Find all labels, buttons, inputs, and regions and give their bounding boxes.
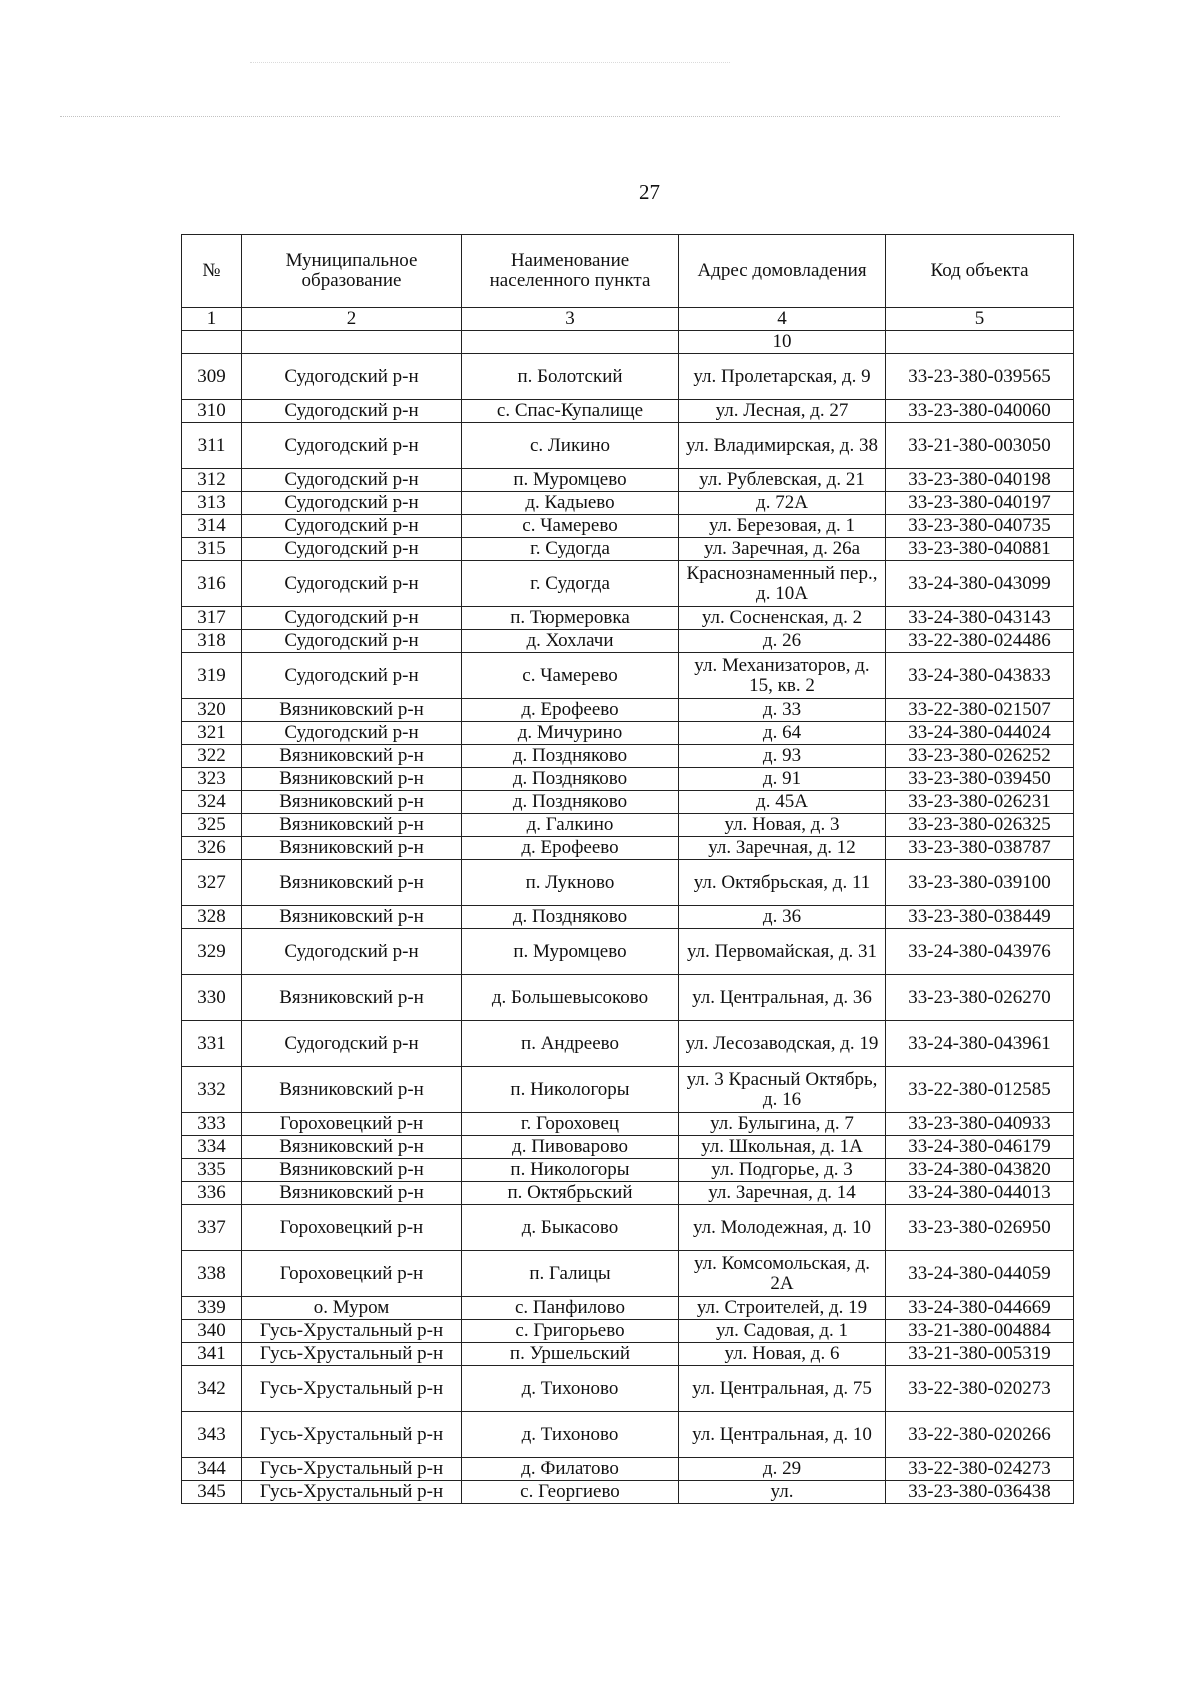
row-number: 338 bbox=[182, 1251, 242, 1297]
settlement-cell: д. Хохлачи bbox=[462, 630, 679, 653]
row-number: 325 bbox=[182, 814, 242, 837]
object-code-cell: 33-23-380-040881 bbox=[886, 538, 1074, 561]
address-cell: ул. Заречная, д. 12 bbox=[679, 837, 886, 860]
municipality-cell: Судогодский р-н bbox=[242, 607, 462, 630]
row-number: 334 bbox=[182, 1136, 242, 1159]
row-number: 313 bbox=[182, 492, 242, 515]
table-row bbox=[182, 745, 1074, 768]
table-row bbox=[182, 1182, 1074, 1205]
table-row bbox=[182, 1159, 1074, 1182]
settlement-cell: д. Тихоново bbox=[462, 1366, 679, 1412]
municipality-cell: о. Муром bbox=[242, 1297, 462, 1320]
object-code-cell: 33-24-380-046179 bbox=[886, 1136, 1074, 1159]
row-number: 335 bbox=[182, 1159, 242, 1182]
table-row bbox=[182, 1412, 1074, 1458]
settlement-cell: с. Георгиево bbox=[462, 1481, 679, 1504]
address-cell: ул. Механизаторов, д. 15, кв. 2 bbox=[679, 653, 886, 699]
table-row bbox=[182, 1458, 1074, 1481]
object-code-cell: 33-24-380-044669 bbox=[886, 1297, 1074, 1320]
settlement-cell: с. Ликино bbox=[462, 423, 679, 469]
settlement-cell: д. Поздняково bbox=[462, 791, 679, 814]
table-row bbox=[182, 1113, 1074, 1136]
header-number: № bbox=[182, 235, 242, 308]
address-cell: д. 93 bbox=[679, 745, 886, 768]
settlement-cell: д. Поздняково bbox=[462, 906, 679, 929]
table-header-row bbox=[182, 235, 1074, 308]
table-row bbox=[182, 515, 1074, 538]
row-number: 345 bbox=[182, 1481, 242, 1504]
row-number: 328 bbox=[182, 906, 242, 929]
table-row bbox=[182, 1021, 1074, 1067]
row-number: 340 bbox=[182, 1320, 242, 1343]
object-code-cell: 33-23-380-040933 bbox=[886, 1113, 1074, 1136]
row-number: 344 bbox=[182, 1458, 242, 1481]
municipality-cell: Судогодский р-н bbox=[242, 492, 462, 515]
address-cell: д. 45А bbox=[679, 791, 886, 814]
object-code-cell: 33-22-380-020266 bbox=[886, 1412, 1074, 1458]
address-cell: д. 29 bbox=[679, 1458, 886, 1481]
municipality-cell: Вязниковский р-н bbox=[242, 906, 462, 929]
municipality-cell: Вязниковский р-н bbox=[242, 1159, 462, 1182]
table-row bbox=[182, 561, 1074, 607]
row-number: 329 bbox=[182, 929, 242, 975]
row-number: 314 bbox=[182, 515, 242, 538]
row-number: 309 bbox=[182, 354, 242, 400]
settlement-cell: п. Уршельский bbox=[462, 1343, 679, 1366]
settlement-cell: д. Галкино bbox=[462, 814, 679, 837]
municipality-cell: Гороховецкий р-н bbox=[242, 1251, 462, 1297]
object-code-cell: 33-24-380-043143 bbox=[886, 607, 1074, 630]
municipality-cell: Вязниковский р-н bbox=[242, 745, 462, 768]
object-code-cell: 33-22-380-024486 bbox=[886, 630, 1074, 653]
settlement-cell: п. Муромцево bbox=[462, 929, 679, 975]
object-code-cell: 33-24-380-044024 bbox=[886, 722, 1074, 745]
address-cell: ул. Центральная, д. 10 bbox=[679, 1412, 886, 1458]
row-number: 342 bbox=[182, 1366, 242, 1412]
municipality-cell: Вязниковский р-н bbox=[242, 699, 462, 722]
table-row bbox=[182, 837, 1074, 860]
municipality-cell: Вязниковский р-н bbox=[242, 1067, 462, 1113]
municipality-cell: Судогодский р-н bbox=[242, 354, 462, 400]
address-cell: ул. Заречная, д. 26а bbox=[679, 538, 886, 561]
table-row bbox=[182, 630, 1074, 653]
address-cell: Краснознаменный пер., д. 10А bbox=[679, 561, 886, 607]
settlement-cell: п. Никологоры bbox=[462, 1067, 679, 1113]
settlement-cell: г. Судогда bbox=[462, 538, 679, 561]
municipality-cell: Судогодский р-н bbox=[242, 929, 462, 975]
object-code-cell: 33-24-380-044059 bbox=[886, 1251, 1074, 1297]
row-number: 310 bbox=[182, 400, 242, 423]
table-row bbox=[182, 469, 1074, 492]
settlement-cell: п. Болотский bbox=[462, 354, 679, 400]
address-cell: д. 72А bbox=[679, 492, 886, 515]
address-cell: д. 33 bbox=[679, 699, 886, 722]
row-number: 333 bbox=[182, 1113, 242, 1136]
table-row bbox=[182, 400, 1074, 423]
row-number: 326 bbox=[182, 837, 242, 860]
scan-artifact-line bbox=[60, 116, 1060, 119]
object-code-cell: 33-23-380-040197 bbox=[886, 492, 1074, 515]
settlement-cell: г. Гороховец bbox=[462, 1113, 679, 1136]
municipality-cell: Вязниковский р-н bbox=[242, 791, 462, 814]
settlement-cell: п. Лукново bbox=[462, 860, 679, 906]
table-row bbox=[182, 607, 1074, 630]
object-code-cell: 33-23-380-040198 bbox=[886, 469, 1074, 492]
row-number: 341 bbox=[182, 1343, 242, 1366]
object-code-cell: 33-24-380-043961 bbox=[886, 1021, 1074, 1067]
settlement-cell: д. Тихоново bbox=[462, 1412, 679, 1458]
row-number: 311 bbox=[182, 423, 242, 469]
settlement-cell: д. Поздняково bbox=[462, 745, 679, 768]
row-number: 320 bbox=[182, 699, 242, 722]
address-cell: ул. Первомайская, д. 31 bbox=[679, 929, 886, 975]
row-number: 322 bbox=[182, 745, 242, 768]
municipality-cell: Судогодский р-н bbox=[242, 538, 462, 561]
address-cell: ул. Школьная, д. 1А bbox=[679, 1136, 886, 1159]
group-empty-cell bbox=[886, 331, 1074, 354]
address-cell: ул. Владимирская, д. 38 bbox=[679, 423, 886, 469]
object-code-cell: 33-23-380-038449 bbox=[886, 906, 1074, 929]
settlement-cell: с. Спас-Купалище bbox=[462, 400, 679, 423]
municipality-cell: Гусь-Хрустальный р-н bbox=[242, 1366, 462, 1412]
object-code-cell: 33-23-380-026950 bbox=[886, 1205, 1074, 1251]
settlement-cell: п. Октябрьский bbox=[462, 1182, 679, 1205]
table-row bbox=[182, 975, 1074, 1021]
row-number: 319 bbox=[182, 653, 242, 699]
table-row bbox=[182, 423, 1074, 469]
municipality-cell: Вязниковский р-н bbox=[242, 768, 462, 791]
object-code-cell: 33-23-380-026325 bbox=[886, 814, 1074, 837]
address-cell: ул. Центральная, д. 75 bbox=[679, 1366, 886, 1412]
settlement-cell: с. Григорьево bbox=[462, 1320, 679, 1343]
row-number: 315 bbox=[182, 538, 242, 561]
table-row bbox=[182, 1136, 1074, 1159]
row-number: 324 bbox=[182, 791, 242, 814]
settlement-cell: д. Поздняково bbox=[462, 768, 679, 791]
table-row bbox=[182, 1067, 1074, 1113]
object-code-cell: 33-22-380-012585 bbox=[886, 1067, 1074, 1113]
row-number: 332 bbox=[182, 1067, 242, 1113]
row-number: 323 bbox=[182, 768, 242, 791]
row-number: 339 bbox=[182, 1297, 242, 1320]
address-cell: ул. Строителей, д. 19 bbox=[679, 1297, 886, 1320]
address-cell: ул. Центральная, д. 36 bbox=[679, 975, 886, 1021]
address-cell: ул. Комсомольская, д. 2А bbox=[679, 1251, 886, 1297]
address-cell: ул. 3 Красный Октябрь, д. 16 bbox=[679, 1067, 886, 1113]
settlement-cell: п. Андреево bbox=[462, 1021, 679, 1067]
settlement-cell: п. Тюрмеровка bbox=[462, 607, 679, 630]
municipality-cell: Вязниковский р-н bbox=[242, 837, 462, 860]
settlement-cell: п. Галицы bbox=[462, 1251, 679, 1297]
object-code-cell: 33-23-380-040060 bbox=[886, 400, 1074, 423]
settlement-cell: с. Чамерево bbox=[462, 515, 679, 538]
object-code-cell: 33-22-380-021507 bbox=[886, 699, 1074, 722]
object-code-cell: 33-23-380-039450 bbox=[886, 768, 1074, 791]
object-code-cell: 33-24-380-043820 bbox=[886, 1159, 1074, 1182]
row-number: 343 bbox=[182, 1412, 242, 1458]
table-row bbox=[182, 768, 1074, 791]
municipality-cell: Судогодский р-н bbox=[242, 423, 462, 469]
address-cell: ул. Садовая, д. 1 bbox=[679, 1320, 886, 1343]
object-code-cell: 33-24-380-044013 bbox=[886, 1182, 1074, 1205]
table-row bbox=[182, 791, 1074, 814]
group-empty-cell bbox=[462, 331, 679, 354]
row-number: 327 bbox=[182, 860, 242, 906]
table-row bbox=[182, 354, 1074, 400]
address-cell: ул. Молодежная, д. 10 bbox=[679, 1205, 886, 1251]
group-label: 10 bbox=[679, 331, 886, 354]
group-empty-cell bbox=[242, 331, 462, 354]
object-code-cell: 33-23-380-039100 bbox=[886, 860, 1074, 906]
municipality-cell: Гусь-Хрустальный р-н bbox=[242, 1458, 462, 1481]
address-cell: ул. Березовая, д. 1 bbox=[679, 515, 886, 538]
municipality-cell: Гороховецкий р-н bbox=[242, 1205, 462, 1251]
table-row bbox=[182, 492, 1074, 515]
municipality-cell: Судогодский р-н bbox=[242, 561, 462, 607]
object-code-cell: 33-23-380-026252 bbox=[886, 745, 1074, 768]
address-cell: д. 36 bbox=[679, 906, 886, 929]
municipality-cell: Гусь-Хрустальный р-н bbox=[242, 1343, 462, 1366]
table-row bbox=[182, 722, 1074, 745]
address-cell: ул. bbox=[679, 1481, 886, 1504]
address-cell: ул. Новая, д. 6 bbox=[679, 1343, 886, 1366]
table-row bbox=[182, 653, 1074, 699]
scan-artifact-line bbox=[250, 62, 730, 65]
address-cell: ул. Пролетарская, д. 9 bbox=[679, 354, 886, 400]
municipality-cell: Вязниковский р-н bbox=[242, 1182, 462, 1205]
table-row bbox=[182, 1205, 1074, 1251]
row-number: 312 bbox=[182, 469, 242, 492]
municipality-cell: Гороховецкий р-н bbox=[242, 1113, 462, 1136]
table-row bbox=[182, 1366, 1074, 1412]
table-row bbox=[182, 1481, 1074, 1504]
settlement-cell: д. Быкасово bbox=[462, 1205, 679, 1251]
column-number: 4 bbox=[679, 308, 886, 331]
table-row bbox=[182, 1251, 1074, 1297]
header-municipality: Муниципальное образование bbox=[242, 235, 462, 308]
object-code-cell: 33-23-380-036438 bbox=[886, 1481, 1074, 1504]
row-number: 337 bbox=[182, 1205, 242, 1251]
settlement-cell: д. Филатово bbox=[462, 1458, 679, 1481]
group-row bbox=[182, 331, 1074, 354]
column-number: 1 bbox=[182, 308, 242, 331]
table-row bbox=[182, 538, 1074, 561]
table-row bbox=[182, 1320, 1074, 1343]
object-code-cell: 33-22-380-020273 bbox=[886, 1366, 1074, 1412]
object-code-cell: 33-24-380-043976 bbox=[886, 929, 1074, 975]
municipality-cell: Судогодский р-н bbox=[242, 1021, 462, 1067]
object-code-cell: 33-21-380-003050 bbox=[886, 423, 1074, 469]
object-code-cell: 33-24-380-043099 bbox=[886, 561, 1074, 607]
municipality-cell: Судогодский р-н bbox=[242, 653, 462, 699]
table-row bbox=[182, 1343, 1074, 1366]
settlement-cell: д. Ерофеево bbox=[462, 837, 679, 860]
row-number: 336 bbox=[182, 1182, 242, 1205]
address-cell: д. 91 bbox=[679, 768, 886, 791]
address-cell: ул. Рублевская, д. 21 bbox=[679, 469, 886, 492]
municipality-cell: Гусь-Хрустальный р-н bbox=[242, 1412, 462, 1458]
settlement-cell: г. Судогда bbox=[462, 561, 679, 607]
municipality-cell: Вязниковский р-н bbox=[242, 1136, 462, 1159]
registry-table bbox=[181, 234, 1074, 1504]
table-row bbox=[182, 860, 1074, 906]
object-code-cell: 33-23-380-039565 bbox=[886, 354, 1074, 400]
municipality-cell: Вязниковский р-н bbox=[242, 814, 462, 837]
settlement-cell: д. Пивоварово bbox=[462, 1136, 679, 1159]
row-number: 330 bbox=[182, 975, 242, 1021]
table-row bbox=[182, 906, 1074, 929]
table-row bbox=[182, 929, 1074, 975]
municipality-cell: Гусь-Хрустальный р-н bbox=[242, 1481, 462, 1504]
municipality-cell: Судогодский р-н bbox=[242, 722, 462, 745]
row-number: 316 bbox=[182, 561, 242, 607]
address-cell: ул. Подгорье, д. 3 bbox=[679, 1159, 886, 1182]
settlement-cell: с. Панфилово bbox=[462, 1297, 679, 1320]
header-code: Код объекта bbox=[886, 235, 1074, 308]
object-code-cell: 33-23-380-040735 bbox=[886, 515, 1074, 538]
address-cell: д. 26 bbox=[679, 630, 886, 653]
group-empty-cell bbox=[182, 331, 242, 354]
municipality-cell: Судогодский р-н bbox=[242, 515, 462, 538]
table-row bbox=[182, 1297, 1074, 1320]
municipality-cell: Судогодский р-н bbox=[242, 630, 462, 653]
column-number: 5 bbox=[886, 308, 1074, 331]
municipality-cell: Судогодский р-н bbox=[242, 469, 462, 492]
settlement-cell: п. Никологоры bbox=[462, 1159, 679, 1182]
object-code-cell: 33-21-380-004884 bbox=[886, 1320, 1074, 1343]
row-number: 318 bbox=[182, 630, 242, 653]
row-number: 317 bbox=[182, 607, 242, 630]
settlement-cell: д. Кадыево bbox=[462, 492, 679, 515]
address-cell: ул. Новая, д. 3 bbox=[679, 814, 886, 837]
address-cell: ул. Лесозаводская, д. 19 bbox=[679, 1021, 886, 1067]
municipality-cell: Вязниковский р-н bbox=[242, 860, 462, 906]
header-settlement: Наименование населенного пункта bbox=[462, 235, 679, 308]
column-number-row bbox=[182, 308, 1074, 331]
object-code-cell: 33-24-380-043833 bbox=[886, 653, 1074, 699]
table-body bbox=[182, 354, 1074, 1504]
object-code-cell: 33-22-380-024273 bbox=[886, 1458, 1074, 1481]
settlement-cell: д. Ерофеево bbox=[462, 699, 679, 722]
settlement-cell: д. Большевысоково bbox=[462, 975, 679, 1021]
settlement-cell: с. Чамерево bbox=[462, 653, 679, 699]
object-code-cell: 33-23-380-026231 bbox=[886, 791, 1074, 814]
table-row bbox=[182, 699, 1074, 722]
row-number: 321 bbox=[182, 722, 242, 745]
object-code-cell: 33-23-380-026270 bbox=[886, 975, 1074, 1021]
header-address: Адрес домовладения bbox=[679, 235, 886, 308]
table-row bbox=[182, 814, 1074, 837]
settlement-cell: п. Муромцево bbox=[462, 469, 679, 492]
municipality-cell: Вязниковский р-н bbox=[242, 975, 462, 1021]
municipality-cell: Гусь-Хрустальный р-н bbox=[242, 1320, 462, 1343]
row-number: 331 bbox=[182, 1021, 242, 1067]
address-cell: ул. Булыгина, д. 7 bbox=[679, 1113, 886, 1136]
municipality-cell: Судогодский р-н bbox=[242, 400, 462, 423]
column-number: 2 bbox=[242, 308, 462, 331]
object-code-cell: 33-23-380-038787 bbox=[886, 837, 1074, 860]
page-number: 27 bbox=[639, 180, 660, 204]
settlement-cell: д. Мичурино bbox=[462, 722, 679, 745]
object-code-cell: 33-21-380-005319 bbox=[886, 1343, 1074, 1366]
address-cell: ул. Сосненская, д. 2 bbox=[679, 607, 886, 630]
address-cell: ул. Заречная, д. 14 bbox=[679, 1182, 886, 1205]
address-cell: ул. Октябрьская, д. 11 bbox=[679, 860, 886, 906]
address-cell: д. 64 bbox=[679, 722, 886, 745]
address-cell: ул. Лесная, д. 27 bbox=[679, 400, 886, 423]
column-number: 3 bbox=[462, 308, 679, 331]
